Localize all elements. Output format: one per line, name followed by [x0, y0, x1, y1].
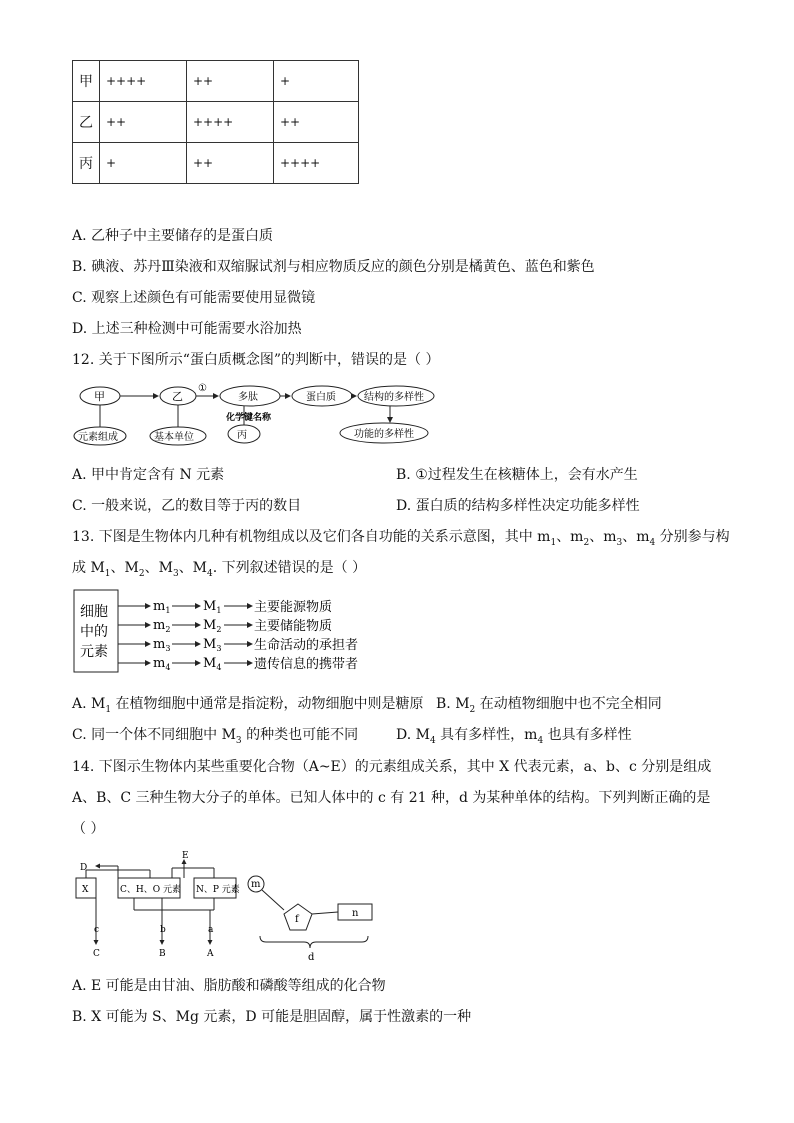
q14-stem-line1: 14. 下图示生物体内某些重要化合物（A~E）的元素组成关系，其中 X 代表元素，a、b、c 分别是组成: [72, 759, 712, 775]
cell: ++: [100, 102, 187, 143]
protein-concept-diagram: [72, 378, 452, 450]
M4-label: $M_4$: [203, 656, 222, 672]
diagram-node-yuansu: 元素组成: [78, 432, 118, 443]
box-line-1: 细胞: [80, 604, 108, 620]
node-cho: C、H、O 元素: [120, 885, 181, 895]
nucleotide-d: d: [308, 952, 315, 963]
diagram-node-jiegou: 结构的多样性: [364, 392, 424, 403]
diagram-node-bing: 丙: [237, 430, 247, 441]
label-c: c: [94, 925, 100, 935]
table-row: [73, 143, 359, 184]
diagram-node-jia: 甲: [94, 390, 105, 403]
row-name: 甲: [73, 61, 100, 102]
q13-stem-line2: 成 $M_1$、$M_2$、$M_3$、$M_4$. 下列叙述错误的是（ ）: [72, 560, 367, 579]
M3-label: $M_3$: [203, 637, 222, 653]
node-E: E: [182, 851, 189, 861]
diagram-node-jiben: 基本单位: [154, 432, 194, 443]
cell: ++++: [100, 61, 187, 102]
q11-option-c: C. 观察上述颜色有可能需要使用显微镜: [72, 290, 316, 306]
q14-stem-line2: A、B、C 三种生物大分子的单体。已知人体中的 c 有 21 种，d 为某种单体的结构。下列判断正确的是: [72, 790, 711, 806]
cell: ++: [187, 143, 274, 184]
func-3: 生命活动的承担者: [254, 638, 359, 653]
cell: ++: [187, 61, 274, 102]
nucleotide-f: f: [295, 914, 299, 925]
func-2: 主要储能物质: [254, 619, 333, 634]
q14-option-a: A. E 可能是由甘油、脂肪酸和磷酸等组成的化合物: [72, 978, 386, 994]
func-1: 主要能源物质: [254, 600, 333, 615]
nucleotide-n: n: [352, 908, 359, 919]
m1-label: $m_1$: [153, 599, 171, 615]
diagram-node-yi: 乙: [172, 390, 183, 403]
q13-stem-line1: 13. 下图是生物体内几种有机物组成以及它们各自功能的关系示意图，其中 $m_1$、$m_2$、$m_3$、$m_4$ 分别参与构: [72, 529, 730, 548]
diagram-node-danbaizhi: 蛋白质: [306, 392, 336, 403]
result-table: [72, 60, 359, 184]
m2-label: $m_2$: [153, 618, 171, 634]
q12-option-b: B. ①过程发生在核糖体上，会有水产生: [396, 467, 638, 483]
diagram-label-huaxue: 化学键名称: [226, 413, 272, 423]
q12-option-a: A. 甲中肯定含有 N 元素: [72, 467, 225, 483]
q14-stem-line3: （ ）: [72, 821, 105, 837]
nucleotide-m: m: [251, 879, 261, 890]
q12-option-d: D. 蛋白质的结构多样性决定功能多样性: [396, 498, 640, 514]
node-np: N、P 元素: [196, 885, 240, 895]
organic-matter-diagram: [72, 588, 372, 676]
M1-label: $M_1$: [203, 599, 222, 615]
m4-label: $m_4$: [153, 656, 171, 672]
table-row: [73, 61, 359, 102]
node-D: D: [80, 863, 88, 873]
box-line-3: 元素: [80, 644, 108, 660]
node-A: A: [207, 949, 214, 959]
q13-option-b: B. $M_2$ 在动植物细胞中也不完全相同: [436, 696, 662, 715]
diagram-node-duotai: 多肽: [238, 392, 258, 403]
q13-option-d: D. $M_4$ 具有多样性，$m_4$ 也具有多样性: [396, 727, 632, 746]
cell: ++: [274, 102, 359, 143]
q11-option-a: A. 乙种子中主要储存的是蛋白质: [72, 228, 274, 244]
label-a: a: [208, 925, 214, 935]
q11-option-d: D. 上述三种检测中可能需要水浴加热: [72, 321, 302, 337]
q13-option-c: C. 同一个体不同细胞中 $M_3$ 的种类也可能不同: [72, 727, 359, 746]
q14-option-b: B. X 可能为 S、Mg 元素，D 可能是胆固醇，属于性激素的一种: [72, 1009, 472, 1025]
diagram-node-gongneng: 功能的多样性: [354, 429, 414, 440]
q11-option-b: B. 碘液、苏丹Ⅲ染液和双缩脲试剂与相应物质反应的颜色分别是橘黄色、蓝色和紫色: [72, 259, 595, 275]
cell: +: [100, 143, 187, 184]
compound-element-diagram: [72, 848, 412, 964]
node-X: X: [82, 885, 89, 895]
q12-stem: 12. 关于下图所示“蛋白质概念图”的判断中，错误的是（ ）: [72, 352, 440, 368]
table-row: [73, 102, 359, 143]
box-line-2: 中的: [80, 624, 108, 640]
q13-option-a: A. $M_1$ 在植物细胞中通常是指淀粉，动物细胞中则是糖原: [72, 696, 424, 715]
m3-label: $m_3$: [153, 637, 171, 653]
node-C: C: [93, 949, 100, 959]
step-1-label: ①: [198, 383, 207, 394]
cell: +: [274, 61, 359, 102]
row-name: 丙: [73, 143, 100, 184]
label-b: b: [160, 925, 166, 935]
q12-option-c: C. 一般来说，乙的数目等于丙的数目: [72, 498, 302, 514]
cell: ++++: [274, 143, 359, 184]
row-name: 乙: [73, 102, 100, 143]
node-B: B: [159, 949, 166, 959]
M2-label: $M_2$: [203, 618, 222, 634]
cell: ++++: [187, 102, 274, 143]
func-4: 遗传信息的携带者: [254, 657, 359, 672]
